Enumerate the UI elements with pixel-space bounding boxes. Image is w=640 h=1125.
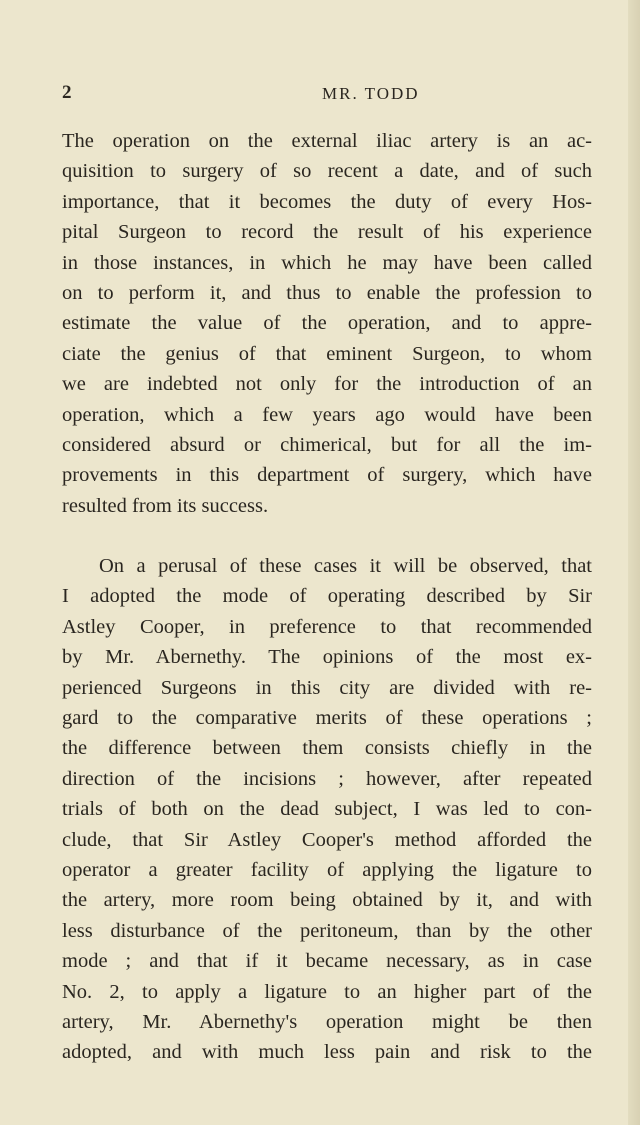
text-line: operation, which a few years ago would have been bbox=[62, 403, 592, 426]
page-number: 2 bbox=[62, 82, 72, 103]
text-line: on to perform it, and thus to enable the profession to bbox=[62, 281, 592, 304]
text-line: perienced Surgeons in this city are divided with re- bbox=[62, 676, 592, 699]
text-line: ciate the genius of that eminent Surgeon, to whom bbox=[62, 342, 592, 365]
text-line: direction of the incisions ; however, after repeated bbox=[62, 767, 592, 790]
text-line: On a perusal of these cases it will be observed, that bbox=[99, 555, 592, 578]
text-line: by Mr. Abernethy. The opinions of the most ex- bbox=[62, 646, 592, 669]
text-line: less disturbance of the peritoneum, than by the other bbox=[62, 919, 592, 942]
text-line: operator a greater facility of applying the ligature to bbox=[62, 858, 592, 881]
body-text bbox=[62, 126, 592, 1068]
text-line: Astley Cooper, in preference to that recommended bbox=[62, 615, 592, 638]
text-line: in those instances, in which he may have been called bbox=[62, 251, 592, 274]
text-line: pital Surgeon to record the result of his experience bbox=[62, 221, 592, 244]
page-edge-shadow bbox=[628, 0, 640, 1125]
text-line: provements in this department of surgery, which have bbox=[62, 464, 592, 487]
paragraph-1 bbox=[62, 126, 592, 521]
text-line: clude, that Sir Astley Cooper's method afforded the bbox=[62, 828, 592, 851]
text-line: I adopted the mode of operating described by Sir bbox=[62, 585, 592, 608]
text-line: the artery, more room being obtained by it, and with bbox=[62, 889, 592, 912]
paragraph-spacer bbox=[62, 521, 592, 551]
running-title: MR. TODD bbox=[322, 84, 420, 103]
text-line: No. 2, to apply a ligature to an higher part of the bbox=[62, 980, 592, 1003]
text-line: gard to the comparative merits of these operations ; bbox=[62, 707, 592, 730]
text-line: quisition to surgery of so recent a date, and of such bbox=[62, 160, 592, 183]
paragraph-2 bbox=[62, 551, 592, 1068]
text-line: artery, Mr. Abernethy's operation might be then bbox=[62, 1010, 592, 1033]
text-line: adopted, and with much less pain and risk to the bbox=[62, 1041, 592, 1064]
text-line: the difference between them consists chiefly in the bbox=[62, 737, 592, 760]
text-line: mode ; and that if it became necessary, as in case bbox=[62, 950, 592, 973]
text-line: estimate the value of the operation, and to appre- bbox=[62, 312, 592, 335]
text-line: resulted from its success. bbox=[62, 494, 269, 517]
text-line: we are indebted not only for the introduction of an bbox=[62, 373, 592, 396]
text-line: The operation on the external iliac artery is an ac- bbox=[62, 130, 592, 152]
running-head bbox=[62, 82, 582, 106]
text-line: importance, that it becomes the duty of every Hos- bbox=[62, 190, 592, 213]
text-line: considered absurd or chimerical, but for all the im- bbox=[62, 433, 592, 456]
text-line: trials of both on the dead subject, I was led to con- bbox=[62, 798, 592, 821]
